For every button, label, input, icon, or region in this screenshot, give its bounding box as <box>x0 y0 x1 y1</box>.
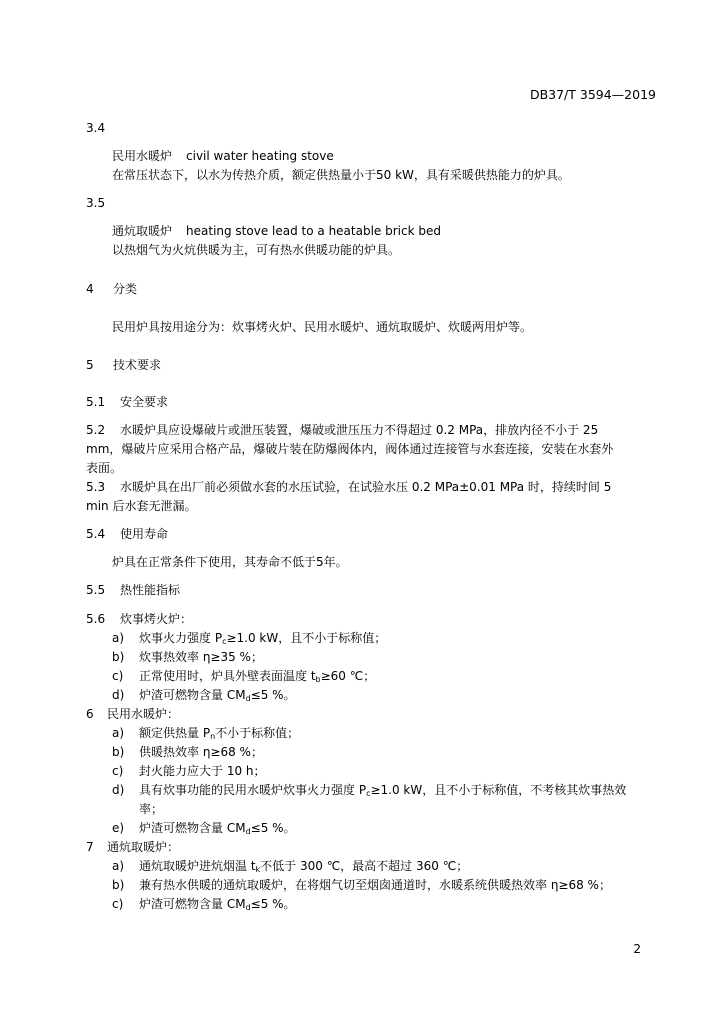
section-4-body: 民用炉具按用途分为：炊事烤火炉、民用水暖炉、通炕取暖炉、炊暖两用炉等。 <box>112 320 533 334</box>
clause-3-5-term <box>112 222 441 240</box>
list-item: b) 兼有热水供暖的通炕取暖炉，在将烟气切至烟囱通道时，水暖系统供暖热效率 η≥68 %； <box>112 878 611 892</box>
term-english: civil water heating stove <box>186 149 334 163</box>
section-4-heading: 4 分类 <box>86 282 138 296</box>
list-item: c) 正常使用时，炉具外壁表面温度 $t_b\ge 60$ ℃； <box>112 669 376 684</box>
clause-5-4-heading: 5.4 使用寿命 <box>86 527 169 541</box>
list-item: a) 通炕取暖炉进炕烟温 $t_k$不低于 300 ℃，最高不超过 360 ℃； <box>112 859 469 874</box>
clause-5-4-body: 炉具在正常条件下使用，其寿命不低于5年。 <box>112 555 348 569</box>
section-7-heading: 7 通炕取暖炉： <box>86 840 180 854</box>
clause-5-6-heading: 5.6 炊事烤火炉： <box>86 612 193 626</box>
clause-5-2-line-2: mm，爆破片应采用合格产品，爆破片装在防爆阀体内，阀体通过连接管与水套连接，安装在水套外 <box>86 442 614 456</box>
page-number: 2 <box>633 942 641 956</box>
list-item: d) 炉渣可燃物含量 $CM_d\le 5$ %。 <box>112 688 296 703</box>
list-item: b) 炊事热效率 η≥35 %； <box>112 650 263 664</box>
list-item: a) 额定供热量 $P_n$不小于标称值； <box>112 726 300 741</box>
document-number: DB37/T 3594—2019 <box>529 87 656 102</box>
list-item-continuation: 率； <box>139 802 164 816</box>
clause-5-1-heading: 5.1 安全要求 <box>86 395 169 409</box>
list-item: a) 炊事火力强度 $P_c\ge 1.0$ kW，且不小于标称值； <box>112 631 387 646</box>
list-item: c) 封火能力应大于 10 h； <box>112 764 266 778</box>
clause-3-4-definition: 在常压状态下，以水为传热介质，额定供热量小于50 kW，具有采暖供热能力的炉具。 <box>112 168 570 182</box>
list-item: e) 炉渣可燃物含量 $CM_d\le 5$ %。 <box>112 821 296 836</box>
clause-5-3-line-1: 5.3 水暖炉具在出厂前必须做水套的水压试验，在试验水压 0.2 MPa±0.01 MPa 时，持续时间 5 <box>86 480 612 494</box>
list-item: c) 炉渣可燃物含量 $CM_d\le 5$ %。 <box>112 897 296 912</box>
term-chinese: 通炕取暖炉 <box>112 224 173 238</box>
section-5-heading: 5 技术要求 <box>86 358 162 372</box>
section-6-heading: 6 民用水暖炉： <box>86 707 180 721</box>
clause-5-2-line-3: 表面。 <box>86 461 123 475</box>
clause-5-5-heading: 5.5 热性能指标 <box>86 583 181 597</box>
list-item: b) 供暖热效率 η≥68 %； <box>112 745 263 759</box>
list-item: d) 具有炊事功能的民用水暖炉炊事火力强度 $P_c\ge 1.0$ kW，且不小于标称值，不考核其炊事热效 <box>112 783 627 798</box>
clause-3-4-term <box>112 147 334 165</box>
clause-3-5-number: 3.5 <box>86 196 106 210</box>
clause-5-2-line-1: 5.2 水暖炉具应设爆破片或泄压装置，爆破或泄压压力不得超过 0.2 MPa，排放内径不小于 25 <box>86 423 599 437</box>
clause-3-5-definition: 以热烟气为火炕供暖为主，可有热水供暖功能的炉具。 <box>112 243 401 257</box>
term-chinese: 民用水暖炉 <box>112 149 173 163</box>
clause-5-3-line-2: min 后水套无泄漏。 <box>86 499 197 513</box>
term-english: heating stove lead to a heatable brick bed <box>186 224 441 238</box>
clause-3-4-number: 3.4 <box>86 121 106 135</box>
